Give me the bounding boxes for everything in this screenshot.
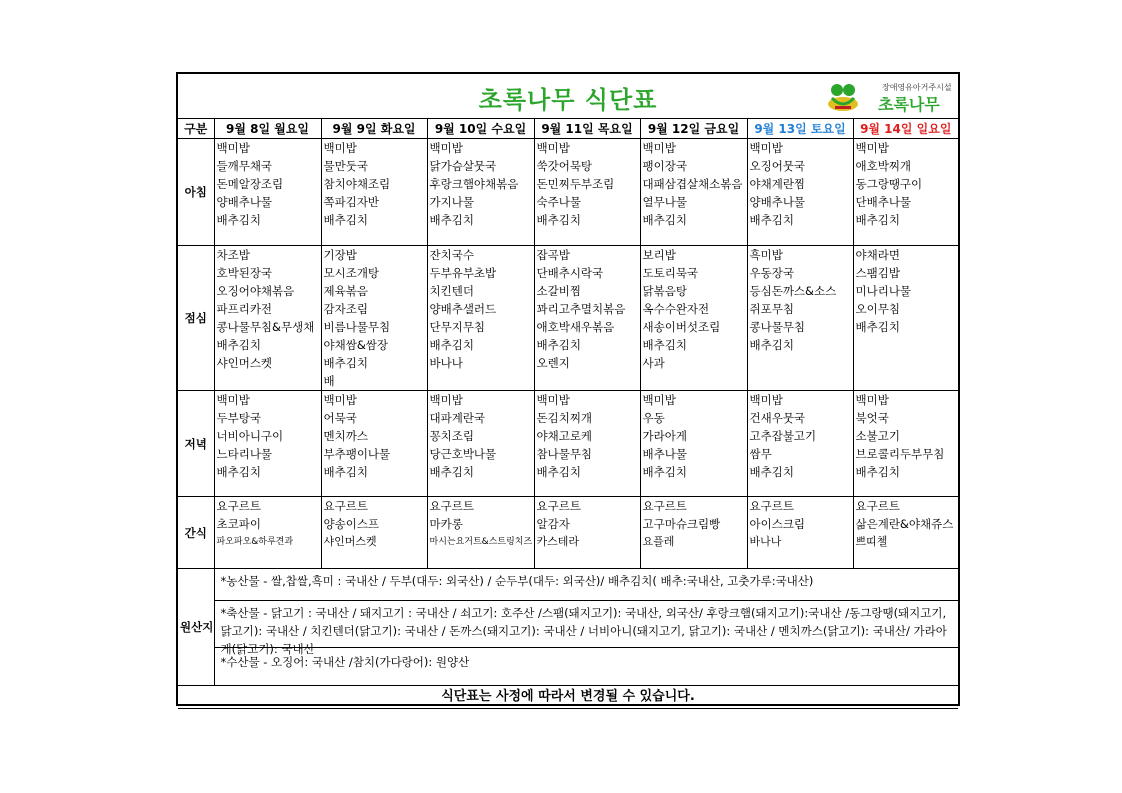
menu-item: 고추잡불고기 bbox=[749, 429, 817, 443]
day-header: 9월 9일 화요일 bbox=[321, 119, 427, 139]
menu-item: 백미밥 bbox=[642, 393, 676, 407]
page-title: 초록나무 식단표 bbox=[478, 86, 658, 114]
menu-item: 야채쌈&쌈장 bbox=[323, 338, 389, 352]
breakfast-row bbox=[178, 139, 958, 246]
menu-item: 차조밥 bbox=[216, 248, 250, 262]
menu-item: 요구르트 bbox=[429, 499, 474, 513]
menu-item: 쑥갓어묵탕 bbox=[536, 159, 593, 173]
menu-item: 배추김치 bbox=[536, 213, 581, 227]
menu-item: 백미밥 bbox=[642, 141, 676, 155]
menu-item: 도토리묵국 bbox=[642, 266, 699, 280]
menu-item: 배추김치 bbox=[429, 338, 474, 352]
menu-cell bbox=[534, 497, 640, 569]
menu-item: 동그랑땡구이 bbox=[855, 177, 923, 191]
menu-item: 참치야채조림 bbox=[323, 177, 391, 191]
menu-item: 아이스크림 bbox=[749, 517, 806, 531]
menu-item: 배추김치 bbox=[323, 356, 368, 370]
menu-cell bbox=[853, 497, 958, 569]
menu-item: 북엇국 bbox=[855, 411, 889, 425]
origin-lines bbox=[215, 569, 959, 682]
meal-label: 저녁 bbox=[178, 391, 214, 497]
menu-item: 백미밥 bbox=[749, 393, 783, 407]
menu-item: 백미밥 bbox=[536, 393, 570, 407]
menu-item: 배추김치 bbox=[216, 213, 261, 227]
menu-item: 배추김치 bbox=[855, 320, 900, 334]
menu-item: 후랑크햄야채볶음 bbox=[429, 177, 519, 191]
menu-item: 기장밥 bbox=[323, 248, 357, 262]
menu-cell bbox=[214, 391, 321, 497]
menu-cell bbox=[427, 391, 534, 497]
menu-item: 가지나물 bbox=[429, 195, 474, 209]
menu-item: 야채고로케 bbox=[536, 429, 593, 443]
menu-cell bbox=[640, 497, 747, 569]
menu-item: 멘치까스 bbox=[323, 429, 368, 443]
menu-item: 배추김치 bbox=[642, 465, 687, 479]
menu-item: 닭볶음탕 bbox=[642, 284, 687, 298]
menu-item: 백미밥 bbox=[429, 141, 463, 155]
menu-item: 오징어야채볶음 bbox=[216, 284, 295, 298]
menu-cell bbox=[214, 139, 321, 246]
menu-item: 단배추시락국 bbox=[536, 266, 604, 280]
menu-item: 참나물무침 bbox=[536, 447, 593, 461]
menu-cell bbox=[321, 391, 427, 497]
menu-cell bbox=[427, 246, 534, 391]
menu-item: 샤인머스켓 bbox=[216, 356, 273, 370]
menu-item: 돈메알장조림 bbox=[216, 177, 284, 191]
menu-item: 배추김치 bbox=[855, 465, 900, 479]
menu-item: 들깨무채국 bbox=[216, 159, 273, 173]
menu-item: 요구르트 bbox=[323, 499, 368, 513]
menu-item: 제육볶음 bbox=[323, 284, 368, 298]
menu-item: 요구르트 bbox=[216, 499, 261, 513]
menu-cell bbox=[534, 139, 640, 246]
origin-cell bbox=[214, 569, 958, 686]
menu-item: 두부탕국 bbox=[216, 411, 261, 425]
menu-item: 미나리나물 bbox=[855, 284, 912, 298]
menu-cell bbox=[534, 391, 640, 497]
day-header-sunday: 9월 14일 일요일 bbox=[853, 119, 958, 139]
day-header: 9월 11일 목요일 bbox=[534, 119, 640, 139]
day-header: 9월 10일 수요일 bbox=[427, 119, 534, 139]
menu-item: 두부유부초밥 bbox=[429, 266, 497, 280]
menu-item: 배추김치 bbox=[429, 213, 474, 227]
day-header: 9월 8일 월요일 bbox=[214, 119, 321, 139]
menu-item: 바나나 bbox=[429, 356, 463, 370]
menu-item: 쪽파김자반 bbox=[323, 195, 380, 209]
menu-cell bbox=[747, 139, 853, 246]
menu-cell bbox=[427, 497, 534, 569]
logo bbox=[826, 78, 954, 114]
menu-item: 오징어뭇국 bbox=[749, 159, 806, 173]
meal-label: 점심 bbox=[178, 246, 214, 391]
menu-item: 백미밥 bbox=[323, 141, 357, 155]
menu-item: 스팸김밥 bbox=[855, 266, 900, 280]
menu-item: 백미밥 bbox=[216, 141, 250, 155]
menu-item: 백미밥 bbox=[749, 141, 783, 155]
menu-cell bbox=[640, 246, 747, 391]
menu-item: 백미밥 bbox=[323, 393, 357, 407]
menu-item: 요구르트 bbox=[536, 499, 581, 513]
menu-item: 당근호박나물 bbox=[429, 447, 497, 461]
menu-item: 배추김치 bbox=[536, 338, 581, 352]
meal-label: 아침 bbox=[178, 139, 214, 246]
menu-cell bbox=[747, 246, 853, 391]
menu-item: 쁘띠첼 bbox=[855, 535, 888, 548]
menu-item: 요구르트 bbox=[749, 499, 794, 513]
menu-item: 샤인머스켓 bbox=[323, 535, 377, 548]
menu-item: 닭가슴살뭇국 bbox=[429, 159, 497, 173]
menu-item: 배추김치 bbox=[855, 213, 900, 227]
origin-seafood: *수산물 - 오징어: 국내산 /참치(가다랑어): 원양산 bbox=[220, 655, 470, 669]
menu-sheet bbox=[176, 72, 960, 706]
menu-item: 부추팽이나물 bbox=[323, 447, 391, 461]
menu-item: 등심돈까스&소스 bbox=[749, 284, 837, 298]
menu-item: 가라아게 bbox=[642, 429, 687, 443]
menu-item: 건새우뭇국 bbox=[749, 411, 806, 425]
menu-item: 배추김치 bbox=[216, 338, 261, 352]
menu-item: 애호박새우볶음 bbox=[536, 320, 615, 334]
menu-item: 고구마슈크림빵 bbox=[642, 517, 721, 531]
menu-item: 물만둣국 bbox=[323, 159, 368, 173]
origin-livestock: *축산물 - 닭고기 : 국내산 / 돼지고기 : 국내산 / 쇠고기: 호주산 /스팸(돼지고기): 국내산, 외국산/ 후랑크햄(돼지고기):국내산 /동그랑땡(돼지고기, 닭고기): 국내산 / 치킨텐더(닭고기): 국내산 / 돈까스(돼지고기): 국내산 / 너비아니(돼지고기, 닭고기): 국내산 / 멘치까스(닭고기): 국내산/ 가라아게(닭고기): 국내산 bbox=[215, 601, 959, 648]
menu-item: 단배추나물 bbox=[855, 195, 912, 209]
menu-item: 팽이장국 bbox=[642, 159, 687, 173]
menu-cell bbox=[853, 391, 958, 497]
menu-item: 양배추샐러드 bbox=[429, 302, 497, 316]
menu-item: 대패삼겹살채소볶음 bbox=[642, 177, 743, 191]
notice: 식단표는 사정에 따라서 변경될 수 있습니다. bbox=[178, 686, 958, 709]
menu-item: 양송이스프 bbox=[323, 517, 380, 531]
menu-item: 소불고기 bbox=[855, 429, 900, 443]
menu-cell bbox=[214, 246, 321, 391]
menu-item: 양배추나물 bbox=[749, 195, 806, 209]
menu-item: 야채계란찜 bbox=[749, 177, 806, 191]
menu-item: 배추김치 bbox=[536, 465, 581, 479]
category-header: 구분 bbox=[178, 119, 214, 139]
menu-item: 마시는요거트&스트링치즈 bbox=[429, 537, 533, 547]
snack-row bbox=[178, 497, 958, 569]
menu-cell bbox=[321, 497, 427, 569]
menu-item: 콩나물무침 bbox=[749, 320, 806, 334]
meal-label: 간식 bbox=[178, 497, 214, 569]
menu-item: 사과 bbox=[642, 356, 665, 370]
origin-produce: *농산물 - 쌀,찹쌀,흑미 : 국내산 / 두부(대두: 외국산) / 순두부(대두: 외국산)/ 배추김치( 배추:국내산, 고춧가루:국내산) bbox=[215, 569, 959, 601]
menu-item: 어묵국 bbox=[323, 411, 357, 425]
menu-item: 백미밥 bbox=[216, 393, 250, 407]
menu-item: 요구르트 bbox=[642, 499, 687, 513]
menu-item: 대파계란국 bbox=[429, 411, 486, 425]
menu-item: 흑미밥 bbox=[749, 248, 783, 262]
menu-item: 백미밥 bbox=[429, 393, 463, 407]
menu-item: 우동장국 bbox=[749, 266, 794, 280]
logo-name: 초록나무 bbox=[878, 95, 940, 114]
menu-item: 양배추나물 bbox=[216, 195, 273, 209]
menu-item: 옥수수완자전 bbox=[642, 302, 710, 316]
menu-cell bbox=[853, 139, 958, 246]
menu-item: 돈김치찌개 bbox=[536, 411, 593, 425]
menu-cell bbox=[853, 246, 958, 391]
menu-cell bbox=[321, 139, 427, 246]
menu-item: 꽁치조림 bbox=[429, 429, 474, 443]
menu-item: 배추김치 bbox=[429, 465, 474, 479]
menu-item: 배추김치 bbox=[749, 338, 794, 352]
menu-cell bbox=[640, 391, 747, 497]
menu-item: 숙주나물 bbox=[536, 195, 581, 209]
menu-item: 소갈비찜 bbox=[536, 284, 581, 298]
menu-cell bbox=[534, 246, 640, 391]
menu-item: 새송이버섯조림 bbox=[642, 320, 721, 334]
origin-label: 원산지 bbox=[178, 569, 214, 686]
menu-item: 꽈리고추멸치볶음 bbox=[536, 302, 626, 316]
menu-item: 알감자 bbox=[536, 517, 570, 531]
menu-item: 보리밥 bbox=[642, 248, 676, 262]
lunch-row bbox=[178, 246, 958, 391]
menu-item: 애호박찌개 bbox=[855, 159, 912, 173]
menu-item: 오이무침 bbox=[855, 302, 900, 316]
menu-cell bbox=[747, 391, 853, 497]
title-row bbox=[178, 74, 958, 119]
menu-item: 배 bbox=[323, 374, 335, 388]
menu-item: 열무나물 bbox=[642, 195, 687, 209]
menu-item: 모시조개탕 bbox=[323, 266, 380, 280]
menu-item: 배추김치 bbox=[749, 465, 794, 479]
menu-item: 바나나 bbox=[749, 535, 782, 548]
header-row bbox=[178, 119, 958, 139]
menu-item: 느타리나물 bbox=[216, 447, 273, 461]
menu-item: 배추김치 bbox=[323, 213, 368, 227]
menu-item: 브로콜리두부무침 bbox=[855, 447, 945, 461]
day-header: 9월 12일 금요일 bbox=[640, 119, 747, 139]
menu-item: 너비아니구이 bbox=[216, 429, 284, 443]
menu-item: 요구르트 bbox=[855, 499, 900, 513]
menu-item: 배추김치 bbox=[216, 465, 261, 479]
menu-cell bbox=[214, 497, 321, 569]
menu-item: 카스테라 bbox=[536, 535, 580, 548]
menu-cell bbox=[640, 139, 747, 246]
menu-item: 배추김치 bbox=[323, 465, 368, 479]
menu-item: 돈민찌두부조림 bbox=[536, 177, 615, 191]
day-header-saturday: 9월 13일 토요일 bbox=[747, 119, 853, 139]
menu-item: 요플레 bbox=[642, 535, 675, 548]
menu-cell bbox=[321, 246, 427, 391]
menu-item: 백미밥 bbox=[855, 393, 889, 407]
menu-item: 배추김치 bbox=[749, 213, 794, 227]
menu-item: 호박된장국 bbox=[216, 266, 273, 280]
menu-item: 콩나물무침&무생채 bbox=[216, 320, 315, 334]
menu-item: 잔치국수 bbox=[429, 248, 474, 262]
menu-item: 삶은계란&야채쥬스 bbox=[855, 517, 954, 531]
menu-item: 파오파오&하루견과 bbox=[216, 537, 294, 547]
menu-item: 배추나물 bbox=[642, 447, 687, 461]
menu-item: 비름나물무침 bbox=[323, 320, 391, 334]
menu-item: 백미밥 bbox=[855, 141, 889, 155]
menu-item: 쥐포무침 bbox=[749, 302, 794, 316]
notice-row bbox=[178, 686, 958, 709]
menu-item: 백미밥 bbox=[536, 141, 570, 155]
logo-subtitle: 장애영유아거주시설 bbox=[882, 83, 952, 92]
menu-item: 초코파이 bbox=[216, 517, 261, 531]
menu-item: 야채라면 bbox=[855, 248, 900, 262]
menu-cell bbox=[747, 497, 853, 569]
menu-cell bbox=[427, 139, 534, 246]
menu-item: 단무지무침 bbox=[429, 320, 486, 334]
menu-item: 마카롱 bbox=[429, 517, 463, 531]
menu-item: 오렌지 bbox=[536, 356, 570, 370]
menu-item: 배추김치 bbox=[642, 213, 687, 227]
dinner-row bbox=[178, 391, 958, 497]
logo-icon bbox=[826, 80, 860, 112]
menu-item: 치킨텐더 bbox=[429, 284, 474, 298]
menu-item: 잡곡밥 bbox=[536, 248, 570, 262]
menu-table bbox=[178, 119, 958, 709]
origin-row bbox=[178, 569, 958, 686]
menu-item: 감자조림 bbox=[323, 302, 368, 316]
menu-item: 우동 bbox=[642, 411, 665, 425]
menu-item: 쌈무 bbox=[749, 447, 772, 461]
menu-item: 파프리카전 bbox=[216, 302, 273, 316]
menu-item: 배추김치 bbox=[642, 338, 687, 352]
